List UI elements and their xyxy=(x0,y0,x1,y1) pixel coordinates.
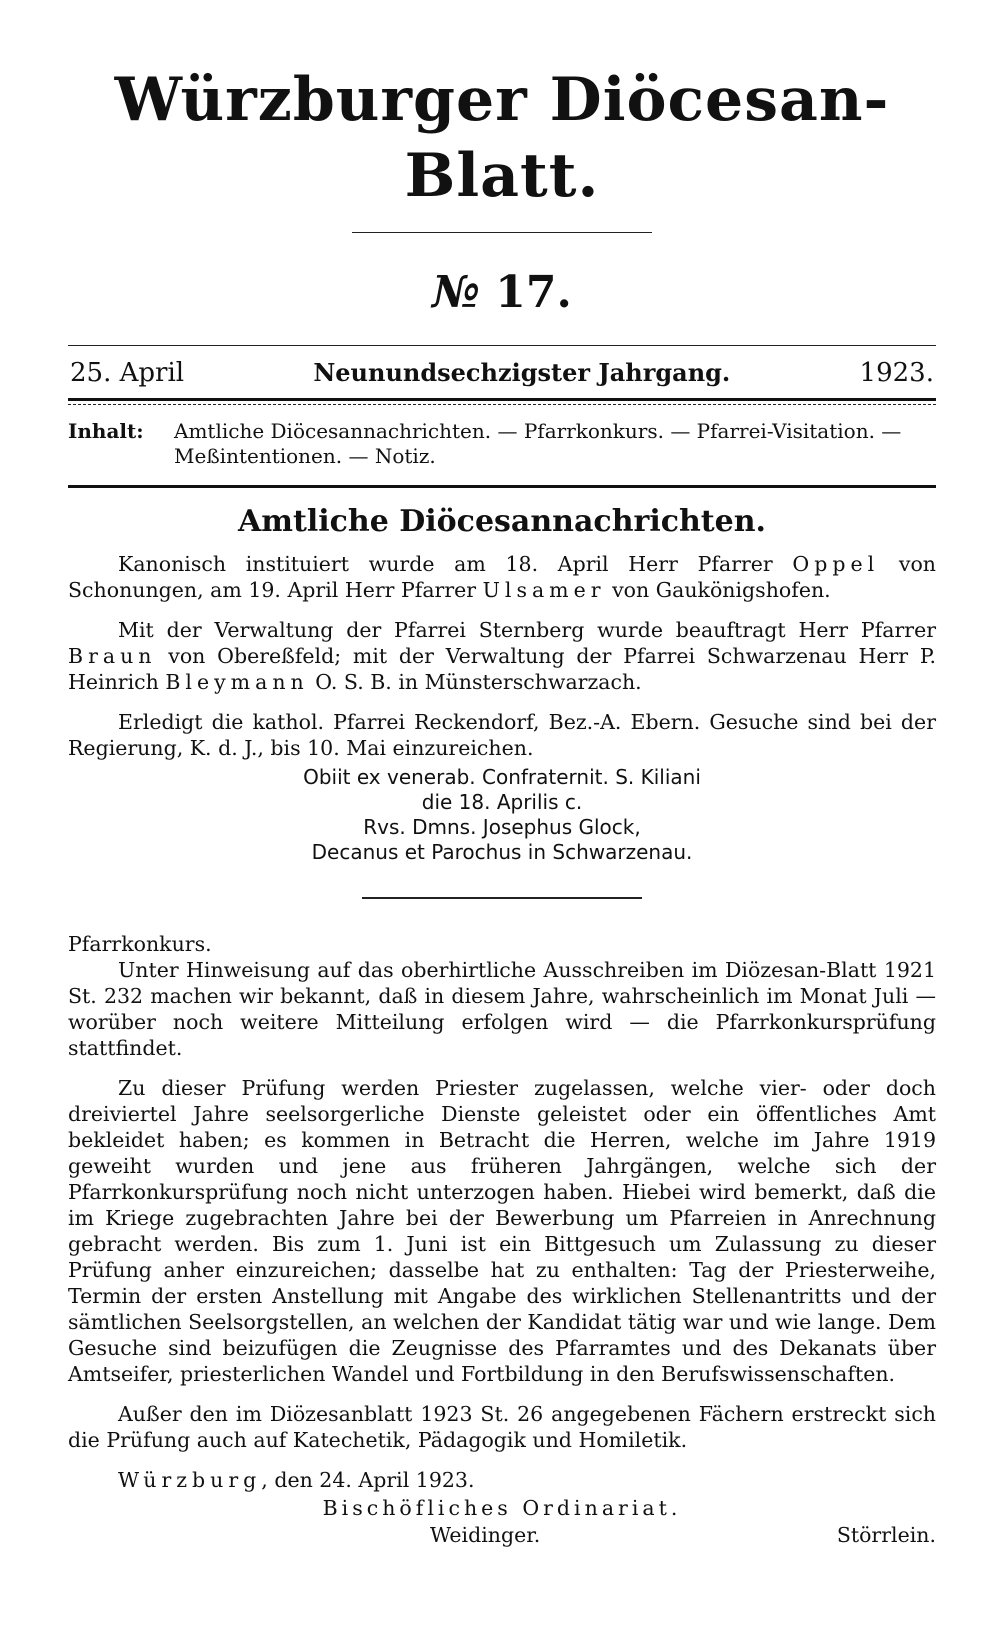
section-heading: Amtliche Diöcesannachrichten. xyxy=(237,504,766,539)
obituary-line: Obiit ex venerab. Confraternit. S. Kiliani xyxy=(303,765,701,789)
obituary-line: Decanus et Parochus in Schwarzenau. xyxy=(311,840,693,864)
signatures xyxy=(68,1522,936,1549)
issue-number xyxy=(68,265,936,321)
paragraph-administration xyxy=(68,617,936,695)
person-name: Bleymann xyxy=(165,670,309,694)
place-date-line xyxy=(68,1467,936,1493)
dateline-bottom-rule xyxy=(68,398,936,401)
signer-name: Weidinger. xyxy=(430,1523,541,1547)
contents-label: Inhalt: xyxy=(68,419,144,443)
contents-rule xyxy=(68,485,936,488)
person-name: Oppel xyxy=(792,552,880,576)
ordinariat-signature: Bischöfliches Ordinariat. xyxy=(322,1496,682,1520)
text-run: Kanonisch instituiert wurde am 18. April Herr Pfarrer xyxy=(118,552,793,576)
place-name: Würzburg xyxy=(118,1468,262,1492)
paragraph-vacancy: Erledigt die kathol. Pfarrei Reckendorf, Bez.-A. Ebern. Gesuche sind bei der Regierung, K. d. J., bis 10. Mai einzureichen. xyxy=(68,710,936,760)
text-run: von Schonungen, am 19. April Herr Pfarrer xyxy=(68,552,936,602)
section-divider xyxy=(362,897,642,899)
section-label: Pfarrkonkurs. xyxy=(68,932,212,956)
paragraph-installation xyxy=(68,551,936,603)
issue-symbol: № xyxy=(432,267,480,318)
issue-year: 1923. xyxy=(859,358,934,388)
person-name: Ulsamer xyxy=(482,578,606,602)
dateline xyxy=(68,346,936,398)
volume-label: Neunundsechzigster Jahrgang. xyxy=(313,358,731,387)
obituary-notice xyxy=(68,765,936,865)
document-page xyxy=(68,0,936,1549)
paragraph-subjects: Außer den im Diözesanblatt 1923 St. 26 angegebenen Fächern erstreckt sich die Prüfung auch auf Katechetik, Pädagogik und Homiletik. xyxy=(68,1402,936,1452)
paragraph-requirements: Zu dieser Prüfung werden Priester zugelassen, welche vier- oder doch dreiviertel Jahre seelsorgerliche Dienste geleistet oder ein öffentliches Amt bekleidet haben; es kommen in Betracht die Herren, welche im Jahre 1919 geweiht wurden und jene aus früheren Jahrgängen, welche sich der Pfarrkonkursprüfung noch nicht unterzogen haben. Hiebei wird bemerkt, daß die im Kriege zugebrachten Jahre bei der Bewerbung um Pfarreien in Anrechnung gebracht werden. Bis zum 1. Juni ist ein Bittgesuch um Zulassung zu dieser Prüfung anher einzureichen; dasselbe hat zu enthalten: Tag der Priesterweihe, Termin der ersten Anstellung mit Angabe des wirklichen Stellenantritts und der sämtlichen Seelsorgstellen, an welchen der Kandidat tätig war und wie lange. Dem Gesuche sind beizufügen die Zeugnisse des Pfarramtes und des Dekanats über Amtseifer, priesterlichen Wandel und Fortbildung in den Berufswissenschaften. xyxy=(68,1076,936,1386)
paragraph-announcement: Unter Hinweisung auf das oberhirtliche Ausschreiben im Diözesan-Blatt 1921 St. 232 machen wir bekannt, daß in diesem Jahre, wahrscheinlich im Monat Juli — worüber noch weitere Mitteilung erfolgen wird — die Pfarrkonkursprüfung stattfindet. xyxy=(68,958,936,1060)
signing-date: , den 24. April 1923. xyxy=(261,1468,475,1492)
obituary-line: Rvs. Dmns. Josephus Glock, xyxy=(363,815,641,839)
table-of-contents xyxy=(68,405,936,485)
text-run: O. S. B. in Münsterschwarzach. xyxy=(308,670,642,694)
text-run: von Obereßfeld; mit der Verwaltung der Pfarrei Schwarzenau Herr P. Heinrich xyxy=(68,644,936,694)
text-run: von Gaukönigshofen. xyxy=(605,578,831,602)
masthead-title: Würzburger Diöcesan-Blatt. xyxy=(114,65,890,211)
masthead-rule xyxy=(352,232,652,233)
person-name: Braun xyxy=(68,644,157,668)
issue-value: 17. xyxy=(495,267,572,318)
contents-text: Amtliche Diöcesannachrichten. — Pfarrkonkurs. — Pfarrei-Visitation. — Meßintentionen. — Notiz. xyxy=(174,419,902,468)
obituary-line: die 18. Aprilis c. xyxy=(421,790,583,814)
signer-name: Störrlein. xyxy=(836,1523,936,1547)
text-run: Mit der Verwaltung der Pfarrei Sternberg wurde beauftragt Herr Pfarrer xyxy=(118,618,936,642)
issue-date: 25. April xyxy=(70,358,185,388)
